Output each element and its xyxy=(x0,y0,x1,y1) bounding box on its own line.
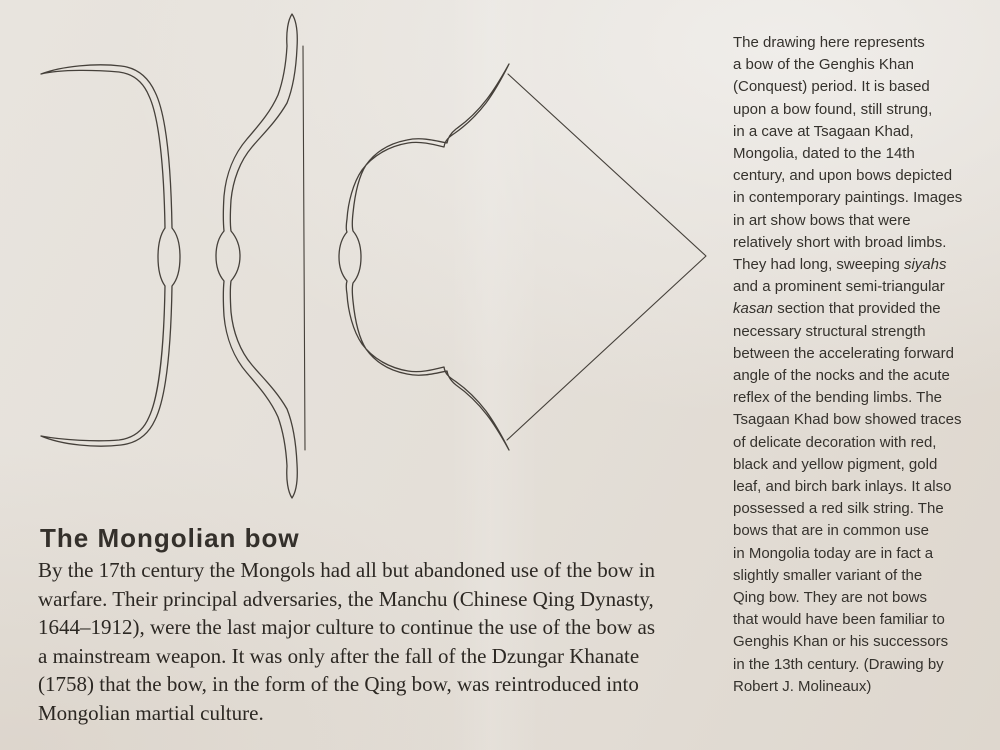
sidebar-line: a bow of the Genghis Khan xyxy=(733,56,914,74)
sidebar-line: possessed a red silk string. The xyxy=(733,500,944,518)
bow-front-view-outline xyxy=(41,65,180,446)
sidebar-line: slightly smaller variant of the xyxy=(733,566,923,584)
sidebar-line: Robert J. Molineaux) xyxy=(733,677,872,695)
sidebar-line: and a prominent semi-triangular xyxy=(733,278,945,296)
bow-figure xyxy=(0,0,720,520)
sidebar-line: necessary structural strength xyxy=(733,322,926,340)
bow-string-line xyxy=(303,46,305,450)
sidebar-line: Tsagaan Khad bow showed traces xyxy=(733,411,962,429)
sidebar-line: The drawing here represents xyxy=(733,34,925,51)
sidebar-line: Mongolia, dated to the 14th xyxy=(733,145,915,163)
section-heading: The Mongolian bow xyxy=(40,523,300,553)
body-line: By the 17th century the Mongols had all but abandoned use of the bow in xyxy=(38,558,656,582)
sidebar-note xyxy=(733,32,991,698)
bow-strung-profile-outline xyxy=(216,14,297,498)
sidebar-line: in art show bows that were xyxy=(733,211,911,229)
sidebar-line: in the 13th century. (Drawing by xyxy=(733,655,944,673)
sidebar-line: in Mongolia today are in fact a xyxy=(733,544,934,562)
sidebar-line: black and yellow pigment, gold xyxy=(733,455,938,473)
body-line: 1644–1912), were the last major culture to continue the use of the bow as xyxy=(38,615,655,639)
sidebar-line: bows that are in common use xyxy=(733,522,929,540)
sidebar-line: kasan section that provided the xyxy=(733,300,941,318)
body-line: Mongolian martial culture. xyxy=(38,700,264,725)
sidebar-line: Genghis Khan or his successors xyxy=(733,633,949,651)
sidebar-line: They had long, sweeping siyahs xyxy=(733,256,947,274)
sidebar-line: between the accelerating forward xyxy=(733,344,954,362)
sidebar-line: (Conquest) period. It is based xyxy=(733,78,930,96)
body-line: warfare. Their principal adversaries, the Manchu (Chinese Qing Dynasty, xyxy=(38,586,654,611)
body-line: (1758) that the bow, in the form of the Qing bow, was reintroduced into xyxy=(38,672,639,696)
sidebar-line: leaf, and birch bark inlays. It also xyxy=(733,478,952,496)
sidebar-line: upon a bow found, still strung, xyxy=(733,100,933,118)
body-paragraph xyxy=(38,556,728,727)
sidebar-line: Qing bow. They are not bows xyxy=(733,589,928,607)
sidebar-line: relatively short with broad limbs. xyxy=(733,233,947,251)
sidebar-line: angle of the nocks and the acute xyxy=(733,367,950,385)
bow-full-draw-outline xyxy=(339,64,509,450)
sidebar-line: reflex of the bending limbs. The xyxy=(733,389,943,407)
sidebar-line: in a cave at Tsagaan Khad, xyxy=(733,122,914,140)
sidebar-line: of delicate decoration with red, xyxy=(733,433,937,451)
sidebar-line: in contemporary paintings. Images xyxy=(733,189,963,207)
sidebar-line: century, and upon bows depicted xyxy=(733,167,953,185)
sidebar-line: that would have been familiar to xyxy=(733,611,945,629)
body-line: a mainstream weapon. It was only after the fall of the Dzungar Khanate xyxy=(38,643,640,668)
bow-drawstring-line xyxy=(507,74,706,440)
